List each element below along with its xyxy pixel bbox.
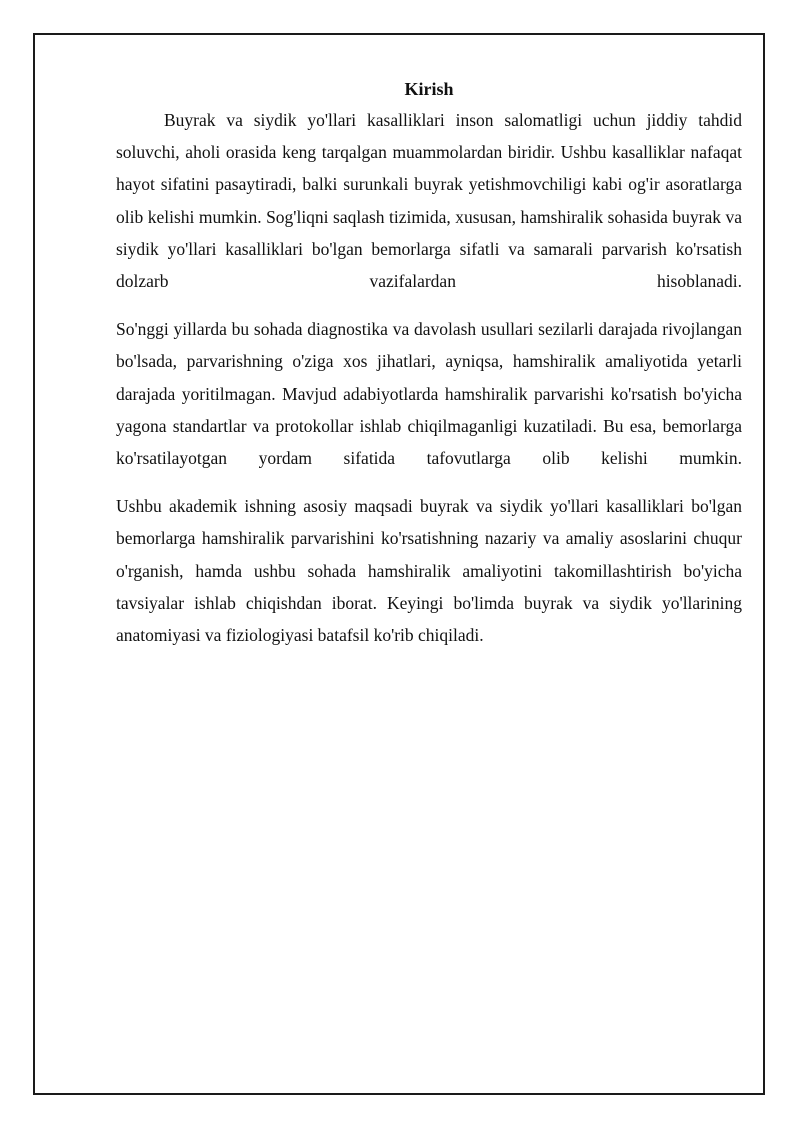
section-title: Kirish xyxy=(404,79,454,99)
paragraph-objective: Ushbu akademik ishning asosiy maqsadi buyrak va siydik yo'llari kasalliklari bo'lgan bemorlarga hamshiralik parvarishini ko'rsatishning nazariy va amaliy asoslarini chuqur o'rganish, hamda ushbu sohada hamshiralik amaliyotini takomillashtirish bo'yicha tavsiyalar ishlab chiqishdan iborat. Keyingi bo'limda buyrak va siydik yo'llarining anatomiyasi va fiziologiyasi batafsil ko'rib chiqiladi. xyxy=(116,496,742,646)
document-body xyxy=(116,76,742,651)
paragraph-problem: So'nggi yillarda bu sohada diagnostika va davolash usullari sezilarli darajada rivojlangan bo'lsada, parvarishning o'ziga xos jihatlari, ayniqsa, hamshiralik amaliyotida yetarli darajada yoritilmagan. Mavjud adabiyotlarda hamshiralik parvarishi ko'rsatish bo'yicha yagona standartlar va protokollar ishlab chiqilmaganligi kuzatiladi. Bu esa, bemorlarga ko'rsatilayotgan yordam sifatida tafovutlarga olib kelishi mumkin. xyxy=(116,319,742,469)
paragraph-introduction: Buyrak va siydik yo'llari kasalliklari inson salomatligi uchun jiddiy tahdid soluvchi, aholi orasida keng tarqalgan muammolardan biridir. Ushbu kasalliklar nafaqat hayot sifatini pasaytiradi, balki surunkali buyrak yetishmovchiligi kabi og'ir asoratlarga olib kelishi mumkin. Sog'liqni saqlash tizimida, xususan, hamshiralik sohasida buyrak va siydik yo'llari kasalliklari bo'lgan bemorlarga sifatli va samarali parvarish ko'rsatish dolzarb vazifalardan hisoblanadi. xyxy=(116,110,742,292)
